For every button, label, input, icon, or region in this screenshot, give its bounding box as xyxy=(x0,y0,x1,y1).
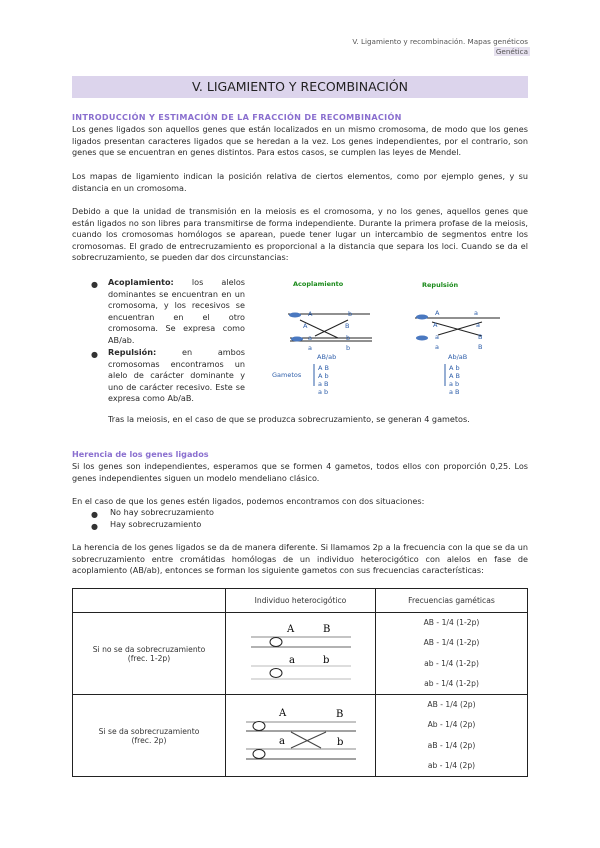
gamete-list: A B A b a B a b xyxy=(318,364,329,396)
bullet-icon: ● xyxy=(91,350,98,359)
header-cell: Individuo heterocigótico xyxy=(226,589,376,613)
svg-text:b: b xyxy=(336,736,343,748)
frequency-cell: AB - 1/4 (2p) Ab - 1/4 (2p) aB - 1/4 (2p) ab - 1/4 (2p) xyxy=(376,695,528,777)
term: Acoplamiento: xyxy=(108,277,174,287)
svg-text:B: B xyxy=(335,708,343,720)
definition: los alelos dominantes se encuentran en un cromosoma, y los recesivos se encuentran en el otro cromosoma. Se expresa como AB/ab. xyxy=(108,277,245,345)
table-row xyxy=(73,695,528,777)
crossover-diagram xyxy=(241,704,361,768)
paragraph: La herencia de los genes ligados se da de manera diferente. Si llamamos 2p a la frecuencia con la que se da un sobrecruzamiento entre cromátidas homólogas de un individuo heterocigótico con alelos en fase de acoplamiento (AB/ab), entonces se forman los siguiente gametos con sus frecuencias características: xyxy=(72,542,528,576)
genotype-label: Ab/aB xyxy=(448,353,468,361)
table-header-row xyxy=(73,589,528,613)
header-subject: Genética xyxy=(495,47,528,56)
figure-title: Acoplamiento xyxy=(293,280,344,288)
paragraph: Si los genes son independientes, esperamos que se formen 4 gametos, todos ellos con proporción 0,25. Los genes independientes siguen un modelo mendeliano clásico. xyxy=(72,461,528,483)
paragraph: Los mapas de ligamiento indican la posición relativa de ciertos elementos, como por ejemplo genes, y su distancia en un cromosoma. xyxy=(72,171,528,193)
bullet-icon: ● xyxy=(91,280,98,289)
header-cell xyxy=(73,589,226,613)
header-cell: Frecuencias gaméticas xyxy=(376,589,528,613)
page-title: V. LIGAMIENTO Y RECOMBINACIÓN xyxy=(72,76,528,98)
chromosome-diagram-cell xyxy=(226,695,376,777)
paragraph: En el caso de que los genes estén ligados, podemos encontramos con dos situaciones: xyxy=(72,496,425,506)
paragraph: Debido a que la unidad de transmisión en la meiosis es el cromosoma, y no los genes, aquellos genes que están ligados no son libres para transmitirse de forma independiente. Durante la primera profase de la meiosis, cuando los cromosomas homólogos se aparean, puede tener lugar un intercambio de segmentos entre los cromosomas. El grado de entrecruzamiento es proporcional a la distancia que separa los loci. Cuando se da el sobrecruzamiento, se pueden dar dos circunstancias: xyxy=(72,206,528,263)
definition: en ambos cromosomas encontramos un alelo de carácter dominante y uno de carácter recesivo. Este se expresa como Ab/aB. xyxy=(108,347,245,404)
header-chapter: V. Ligamiento y recombinación. Mapas genéticos xyxy=(352,37,528,46)
svg-text:A: A xyxy=(286,623,294,635)
gametes-label: Gametos xyxy=(272,371,302,379)
section-heading-herencia: Herencia de los genes ligados xyxy=(72,449,209,459)
gamete-frequency-table xyxy=(72,588,528,777)
list-item: No hay sobrecruzamiento xyxy=(110,507,214,517)
svg-text:a: a xyxy=(288,654,295,666)
genotype-label: AB/ab xyxy=(317,353,337,361)
paragraph: Tras la meiosis, en el caso de que se produzca sobrecruzamiento, se generan 4 gametos. xyxy=(108,414,470,424)
allele-label: A xyxy=(308,310,313,318)
no-crossover-diagram xyxy=(241,622,361,686)
table-row xyxy=(73,613,528,695)
list-item: Hay sobrecruzamiento xyxy=(110,519,202,529)
section-heading-intro: INTRODUCCIÓN Y ESTIMACIÓN DE LA FRACCIÓN DE RECOMBINACIÓN xyxy=(72,112,402,122)
row-label: Si no se da sobrecruzamiento (frec. 1-2p) xyxy=(73,613,226,695)
row-label: Si se da sobrecruzamiento (frec. 2p) xyxy=(73,695,226,777)
svg-text:b: b xyxy=(322,654,329,666)
svg-text:a: a xyxy=(278,735,285,747)
svg-text:A: A xyxy=(278,707,286,719)
linkage-figure: Acoplamiento Repulsión A b A B a b a b A a A a a B a B AB/ab Ab/aB Gametos A B A b a B a b A b A B a b a B xyxy=(260,278,530,398)
list-item xyxy=(108,347,245,405)
bullet-icon: ● xyxy=(91,510,98,519)
svg-text:B: B xyxy=(322,623,330,635)
figure-title: Repulsión xyxy=(422,281,459,289)
list-item xyxy=(108,277,245,347)
term: Repulsión: xyxy=(108,347,157,357)
bullet-icon: ● xyxy=(91,522,98,531)
gamete-list: A b A B a b a B xyxy=(449,364,460,396)
frequency-cell: AB - 1/4 (1-2p) AB - 1/4 (1-2p) ab - 1/4 (1-2p) ab - 1/4 (1-2p) xyxy=(376,613,528,695)
chromosome-diagram xyxy=(260,278,530,398)
chromosome-diagram-cell xyxy=(226,613,376,695)
paragraph: Los genes ligados son aquellos genes que están localizados en un mismo cromosoma, de modo que los genes ligados presentan caracteres ligados que se heredan a la vez. Los genes independientes, por el contrario, son genes que se encuentran en genes distintos. Para estos casos, se cumplen las leyes de Mendel. xyxy=(72,124,528,158)
